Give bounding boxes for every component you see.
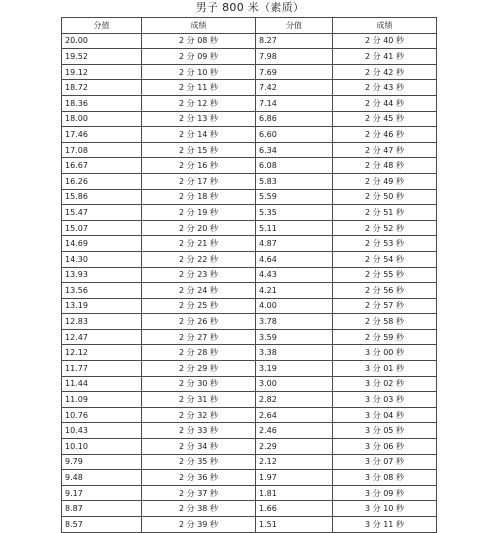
table-row [62,345,437,361]
table-row [62,127,437,143]
score-right-cell: 4.87 [256,236,333,252]
score-right-cell: 6.60 [256,127,333,143]
result-right-cell: 2 分 59 秒 [333,329,437,345]
result-left-cell: 2 分 36 秒 [142,470,256,486]
result-left-cell: 2 分 29 秒 [142,361,256,377]
score-left-cell: 17.08 [62,142,142,158]
table-row [62,251,437,267]
result-left-cell: 2 分 19 秒 [142,205,256,221]
score-right-cell: 7.14 [256,95,333,111]
result-left-cell: 2 分 35 秒 [142,454,256,470]
result-left-cell: 2 分 30 秒 [142,376,256,392]
result-left-cell: 2 分 08 秒 [142,33,256,49]
table-row [62,142,437,158]
score-right-cell: 3.19 [256,361,333,377]
score-right-cell: 7.42 [256,80,333,96]
result-right-cell: 2 分 55 秒 [333,267,437,283]
table-row [62,189,437,205]
result-right-cell: 2 分 57 秒 [333,298,437,314]
table-row [62,470,437,486]
score-right-cell: 6.86 [256,111,333,127]
result-right-cell: 3 分 09 秒 [333,485,437,501]
result-right-cell: 3 分 02 秒 [333,376,437,392]
header-score-left: 分值 [62,18,142,34]
score-right-cell: 3.00 [256,376,333,392]
score-right-cell: 2.64 [256,407,333,423]
score-right-cell: 3.38 [256,345,333,361]
result-right-cell: 2 分 44 秒 [333,95,437,111]
result-left-cell: 2 分 14 秒 [142,127,256,143]
result-right-cell: 2 分 43 秒 [333,80,437,96]
result-right-cell: 3 分 10 秒 [333,501,437,517]
result-right-cell: 2 分 46 秒 [333,127,437,143]
result-right-cell: 2 分 58 秒 [333,314,437,330]
result-left-cell: 2 分 18 秒 [142,189,256,205]
result-left-cell: 2 分 15 秒 [142,142,256,158]
score-left-cell: 15.47 [62,205,142,221]
score-right-cell: 8.27 [256,33,333,49]
result-left-cell: 2 分 39 秒 [142,517,256,533]
score-left-cell: 12.83 [62,314,142,330]
result-right-cell: 2 分 56 秒 [333,283,437,299]
score-right-cell: 4.64 [256,251,333,267]
result-right-cell: 2 分 48 秒 [333,158,437,174]
score-left-cell: 14.69 [62,236,142,252]
header-result-left: 成绩 [142,18,256,34]
result-right-cell: 3 分 06 秒 [333,439,437,455]
score-table [61,17,437,533]
score-left-cell: 13.93 [62,267,142,283]
table-row [62,111,437,127]
table-row [62,158,437,174]
result-left-cell: 2 分 23 秒 [142,267,256,283]
table-row [62,33,437,49]
table-row [62,423,437,439]
result-right-cell: 3 分 03 秒 [333,392,437,408]
score-right-cell: 5.83 [256,173,333,189]
score-left-cell: 10.10 [62,439,142,455]
result-left-cell: 2 分 16 秒 [142,158,256,174]
result-left-cell: 2 分 24 秒 [142,283,256,299]
table-row [62,407,437,423]
score-right-cell: 1.66 [256,501,333,517]
result-left-cell: 2 分 28 秒 [142,345,256,361]
score-right-cell: 4.00 [256,298,333,314]
table-row [62,329,437,345]
table-row [62,205,437,221]
result-left-cell: 2 分 32 秒 [142,407,256,423]
score-right-cell: 1.51 [256,517,333,533]
score-left-cell: 11.77 [62,361,142,377]
score-left-cell: 18.00 [62,111,142,127]
result-right-cell: 2 分 53 秒 [333,236,437,252]
result-right-cell: 2 分 45 秒 [333,111,437,127]
score-right-cell: 2.12 [256,454,333,470]
score-left-cell: 18.36 [62,95,142,111]
score-right-cell: 5.11 [256,220,333,236]
score-left-cell: 18.72 [62,80,142,96]
result-right-cell: 2 分 49 秒 [333,173,437,189]
table-body [62,33,437,532]
score-right-cell: 1.97 [256,470,333,486]
result-right-cell: 3 分 01 秒 [333,361,437,377]
score-right-cell: 7.69 [256,64,333,80]
table-row [62,501,437,517]
result-left-cell: 2 分 33 秒 [142,423,256,439]
score-right-cell: 4.21 [256,283,333,299]
table-row [62,361,437,377]
score-left-cell: 9.79 [62,454,142,470]
table-row [62,283,437,299]
table-row [62,236,437,252]
table-row [62,517,437,533]
result-left-cell: 2 分 34 秒 [142,439,256,455]
result-left-cell: 2 分 17 秒 [142,173,256,189]
result-right-cell: 2 分 54 秒 [333,251,437,267]
result-right-cell: 2 分 42 秒 [333,64,437,80]
result-left-cell: 2 分 13 秒 [142,111,256,127]
table-row [62,485,437,501]
score-right-cell: 3.78 [256,314,333,330]
table-row [62,95,437,111]
score-right-cell: 6.08 [256,158,333,174]
score-right-cell: 5.35 [256,205,333,221]
table-row [62,392,437,408]
result-left-cell: 2 分 31 秒 [142,392,256,408]
score-left-cell: 20.00 [62,33,142,49]
score-left-cell: 16.67 [62,158,142,174]
score-right-cell: 4.43 [256,267,333,283]
score-left-cell: 10.43 [62,423,142,439]
result-right-cell: 3 分 11 秒 [333,517,437,533]
result-left-cell: 2 分 37 秒 [142,485,256,501]
result-right-cell: 3 分 05 秒 [333,423,437,439]
table-row [62,376,437,392]
result-left-cell: 2 分 38 秒 [142,501,256,517]
score-left-cell: 15.86 [62,189,142,205]
result-left-cell: 2 分 09 秒 [142,49,256,65]
result-left-cell: 2 分 25 秒 [142,298,256,314]
table-row [62,220,437,236]
result-left-cell: 2 分 11 秒 [142,80,256,96]
table-row [62,173,437,189]
result-right-cell: 2 分 52 秒 [333,220,437,236]
table-row [62,64,437,80]
score-left-cell: 16.26 [62,173,142,189]
score-left-cell: 9.17 [62,485,142,501]
score-left-cell: 14.30 [62,251,142,267]
result-left-cell: 2 分 20 秒 [142,220,256,236]
result-left-cell: 2 分 12 秒 [142,95,256,111]
score-right-cell: 6.34 [256,142,333,158]
score-left-cell: 8.87 [62,501,142,517]
score-left-cell: 13.19 [62,298,142,314]
result-right-cell: 2 分 51 秒 [333,205,437,221]
score-left-cell: 13.56 [62,283,142,299]
score-right-cell: 7.98 [256,49,333,65]
table-row [62,314,437,330]
score-right-cell: 2.46 [256,423,333,439]
score-left-cell: 11.09 [62,392,142,408]
score-left-cell: 19.12 [62,64,142,80]
table-row [62,49,437,65]
table-row [62,267,437,283]
score-right-cell: 2.29 [256,439,333,455]
result-right-cell: 3 分 00 秒 [333,345,437,361]
table-row [62,454,437,470]
score-left-cell: 11.44 [62,376,142,392]
table-row [62,80,437,96]
result-left-cell: 2 分 26 秒 [142,314,256,330]
result-left-cell: 2 分 22 秒 [142,251,256,267]
result-left-cell: 2 分 21 秒 [142,236,256,252]
score-left-cell: 12.12 [62,345,142,361]
result-right-cell: 2 分 41 秒 [333,49,437,65]
score-right-cell: 3.59 [256,329,333,345]
score-left-cell: 19.52 [62,49,142,65]
score-left-cell: 12.47 [62,329,142,345]
score-left-cell: 8.57 [62,517,142,533]
result-right-cell: 3 分 07 秒 [333,454,437,470]
score-right-cell: 2.82 [256,392,333,408]
score-left-cell: 10.76 [62,407,142,423]
result-right-cell: 3 分 04 秒 [333,407,437,423]
table-row [62,439,437,455]
table-header-row [62,18,437,34]
score-left-cell: 15.07 [62,220,142,236]
result-left-cell: 2 分 27 秒 [142,329,256,345]
header-result-right: 成绩 [333,18,437,34]
score-right-cell: 1.81 [256,485,333,501]
page-title: 男子 800 米（素质） [195,1,305,14]
result-right-cell: 3 分 08 秒 [333,470,437,486]
result-right-cell: 2 分 40 秒 [333,33,437,49]
result-right-cell: 2 分 47 秒 [333,142,437,158]
score-right-cell: 5.59 [256,189,333,205]
score-left-cell: 17.46 [62,127,142,143]
result-left-cell: 2 分 10 秒 [142,64,256,80]
header-score-right: 分值 [256,18,333,34]
result-right-cell: 2 分 50 秒 [333,189,437,205]
table-row [62,298,437,314]
score-left-cell: 9.48 [62,470,142,486]
